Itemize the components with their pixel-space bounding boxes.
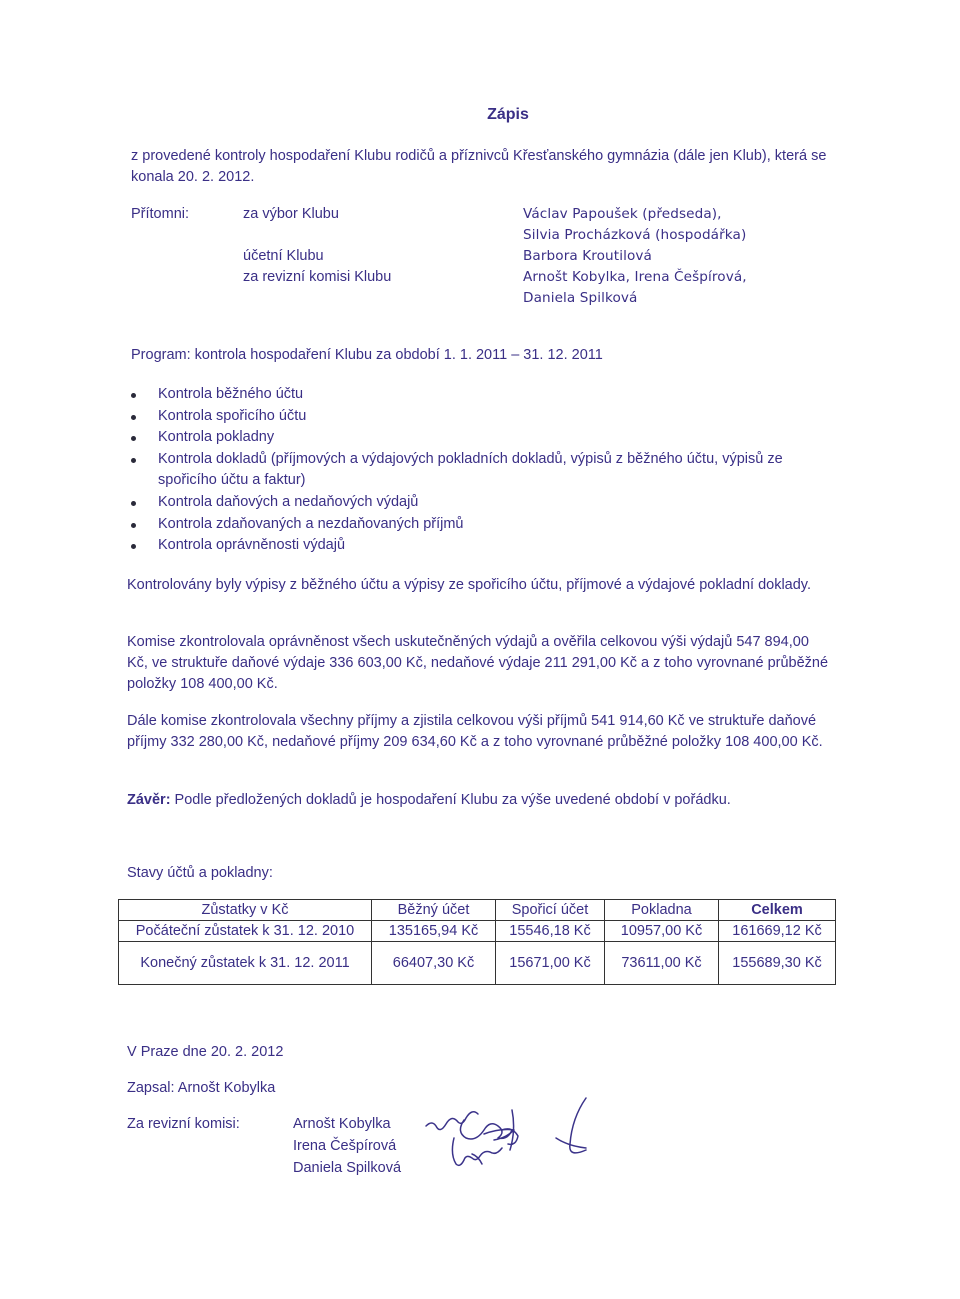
document-title: Zápis [487,106,529,123]
table-cell: 73611,00 Kč [605,942,719,985]
table-cell: Počáteční zůstatek k 31. 12. 2010 [119,921,372,942]
table-header-cell: Spořicí účet [496,900,605,921]
commission-member: Arnošt Kobylka [293,1116,391,1132]
table-header-cell: Pokladna [605,900,719,921]
intro-paragraph: z provedené kontroly hospodaření Klubu rodičů a příznivců Křesťanského gymnázia (dále jen Klub), která se konala 20. 2. 2012. [131,148,827,185]
table-row [119,942,836,985]
commission-member: Irena Češpírová [293,1138,397,1154]
present-name: Silvia Procházková (hospodářka) [523,227,747,243]
present-role-board: za výbor Klubu [243,206,339,222]
table-header-row [119,900,836,921]
present-role-audit: za revizní komisi Klubu [243,269,392,285]
present-name: Arnošt Kobylka, Irena Češpírová, [523,269,747,285]
table-header-cell: Běžný účet [372,900,496,921]
table-cell: 15671,00 Kč [496,942,605,985]
commission-label: Za revizní komisi: [127,1116,240,1132]
table-title: Stavy účtů a pokladny: [127,865,273,881]
conclusion-label: Závěr: [127,792,171,808]
table-row [119,921,836,942]
list-item: Kontrola daňových a nedaňových výdajů [127,492,862,514]
paragraph-income: Dále komise zkontrolovala všechny příjmy a zjistila celkovou výši příjmů 541 914,60 Kč ve struktuře daňové příjmy 332 280,00 Kč, nedaňové příjmy 209 634,60 Kč a z toho vyrovnané průběžné položky 108 400,00 Kč. [127,713,823,750]
list-item: Kontrola oprávněnosti výdajů [127,535,862,557]
conclusion-text: Podle předložených dokladů je hospodaření Klubu za výše uvedené období v pořádku. [170,792,731,808]
present-role-accountant: účetní Klubu [243,248,324,264]
place-date: V Praze dne 20. 2. 2012 [127,1044,284,1060]
table-cell: Konečný zůstatek k 31. 12. 2011 [119,942,372,985]
handwritten-signatures [414,1080,614,1200]
recorded-by: Zapsal: Arnošt Kobylka [127,1080,276,1096]
present-name: Daniela Spilková [523,290,638,306]
list-item: Kontrola běžného účtu [127,384,862,406]
balances-table [118,899,836,985]
table-cell: 10957,00 Kč [605,921,719,942]
list-item: Kontrola dokladů (příjmových a výdajových pokladních dokladů, výpisů z běžného účtu, výpisů ze spořicího účtu a faktur) [127,449,862,492]
paragraph-expenses: Komise zkontrolovala oprávněnost všech uskutečněných výdajů a ověřila celkovou výši výdajů 547 894,00 Kč, ve struktuře daňové výdaje 336 603,00 Kč, nedaňové výdaje 211 291,00 Kč a z toho vyrovnané průběžné položky 108 400,00 Kč. [127,634,829,692]
present-label: Přítomni: [131,206,190,222]
table-cell: 135165,94 Kč [372,921,496,942]
table-cell: 15546,18 Kč [496,921,605,942]
commission-member: Daniela Spilková [293,1160,402,1176]
table-header-cell: Celkem [719,900,836,921]
program-line: Program: kontrola hospodaření Klubu za období 1. 1. 2011 – 31. 12. 2011 [131,347,603,363]
paragraph-documents: Kontrolovány byly výpisy z běžného účtu a výpisy ze spořicího účtu, příjmové a výdajové pokladní doklady. [127,577,812,593]
list-item: Kontrola pokladny [127,427,862,449]
checklist [127,384,862,557]
present-name: Barbora Kroutilová [523,248,652,264]
table-header-cell: Zůstatky v Kč [119,900,372,921]
table-cell: 161669,12 Kč [719,921,836,942]
table-cell: 155689,30 Kč [719,942,836,985]
conclusion [127,790,731,811]
present-name: Václav Papoušek (předseda), [523,206,722,222]
list-item: Kontrola spořicího účtu [127,406,862,428]
table-cell: 66407,30 Kč [372,942,496,985]
list-item: Kontrola zdaňovaných a nezdaňovaných příjmů [127,514,862,536]
